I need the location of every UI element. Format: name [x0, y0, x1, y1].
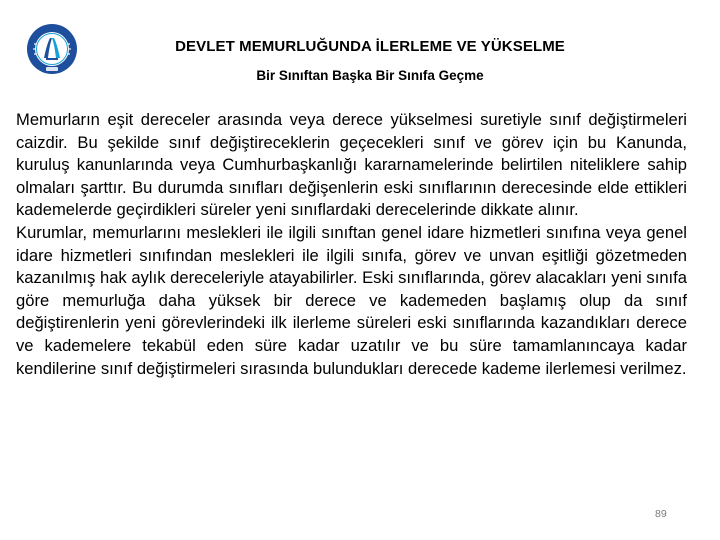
- paragraph-2: Kurumlar, memurlarını meslekleri ile ilgili sınıftan genel idare hizmetleri sınıfına veya genel idare hizmetleri sınıfından meslekleri ile ilgili sınıfa, görev ve unvan eşitliği gözetmeden kazanılmış hak aylık dereceleriyle atayabilirler. Eski sınıflarında, görev alacakları yeni sınıfa göre memurluğa daha yüksek bir derece ve kademeden başlamış olup da sınıf değiştirenlerin yeni görevlerindeki ilk ilerleme süreleri eski sınıflarında kazandıkları derece ve kademelere tekabül eden süre kadar uzatılır ve bu süre tamamlanıncaya kadar kendilerine sınıf değiştirmeleri sırasında bulundukları derecede kademe ilerlemesi verilmez.: [16, 222, 687, 378]
- page-number: 89: [655, 508, 667, 520]
- page-title: DEVLET MEMURLUĞUNDA İLERLEME VE YÜKSELME: [175, 38, 565, 55]
- paragraph-1: Memurların eşit dereceler arasında veya derece yükselmesi suretiyle sınıf değiştirmeleri caizdir. Bu şekilde sınıf değiştireceklerin geçecekleri sınıf ve görev için bu Kanunda, kuruluş kanunlarında veya Cumhurbaşkanlığı kararnamelerinde belirtilen niteliklere sahip olmaları şarttır. Bu durumda sınıfları değişenlerin eski sınıflarının derecesinde elde ettikleri kademelerde geçirdikleri süreler yeni sınıflardaki derecelerinde dikkate alınır.: [16, 110, 687, 220]
- body-text: [16, 109, 687, 380]
- page-subtitle: Bir Sınıftan Başka Bir Sınıfa Geçme: [256, 68, 484, 83]
